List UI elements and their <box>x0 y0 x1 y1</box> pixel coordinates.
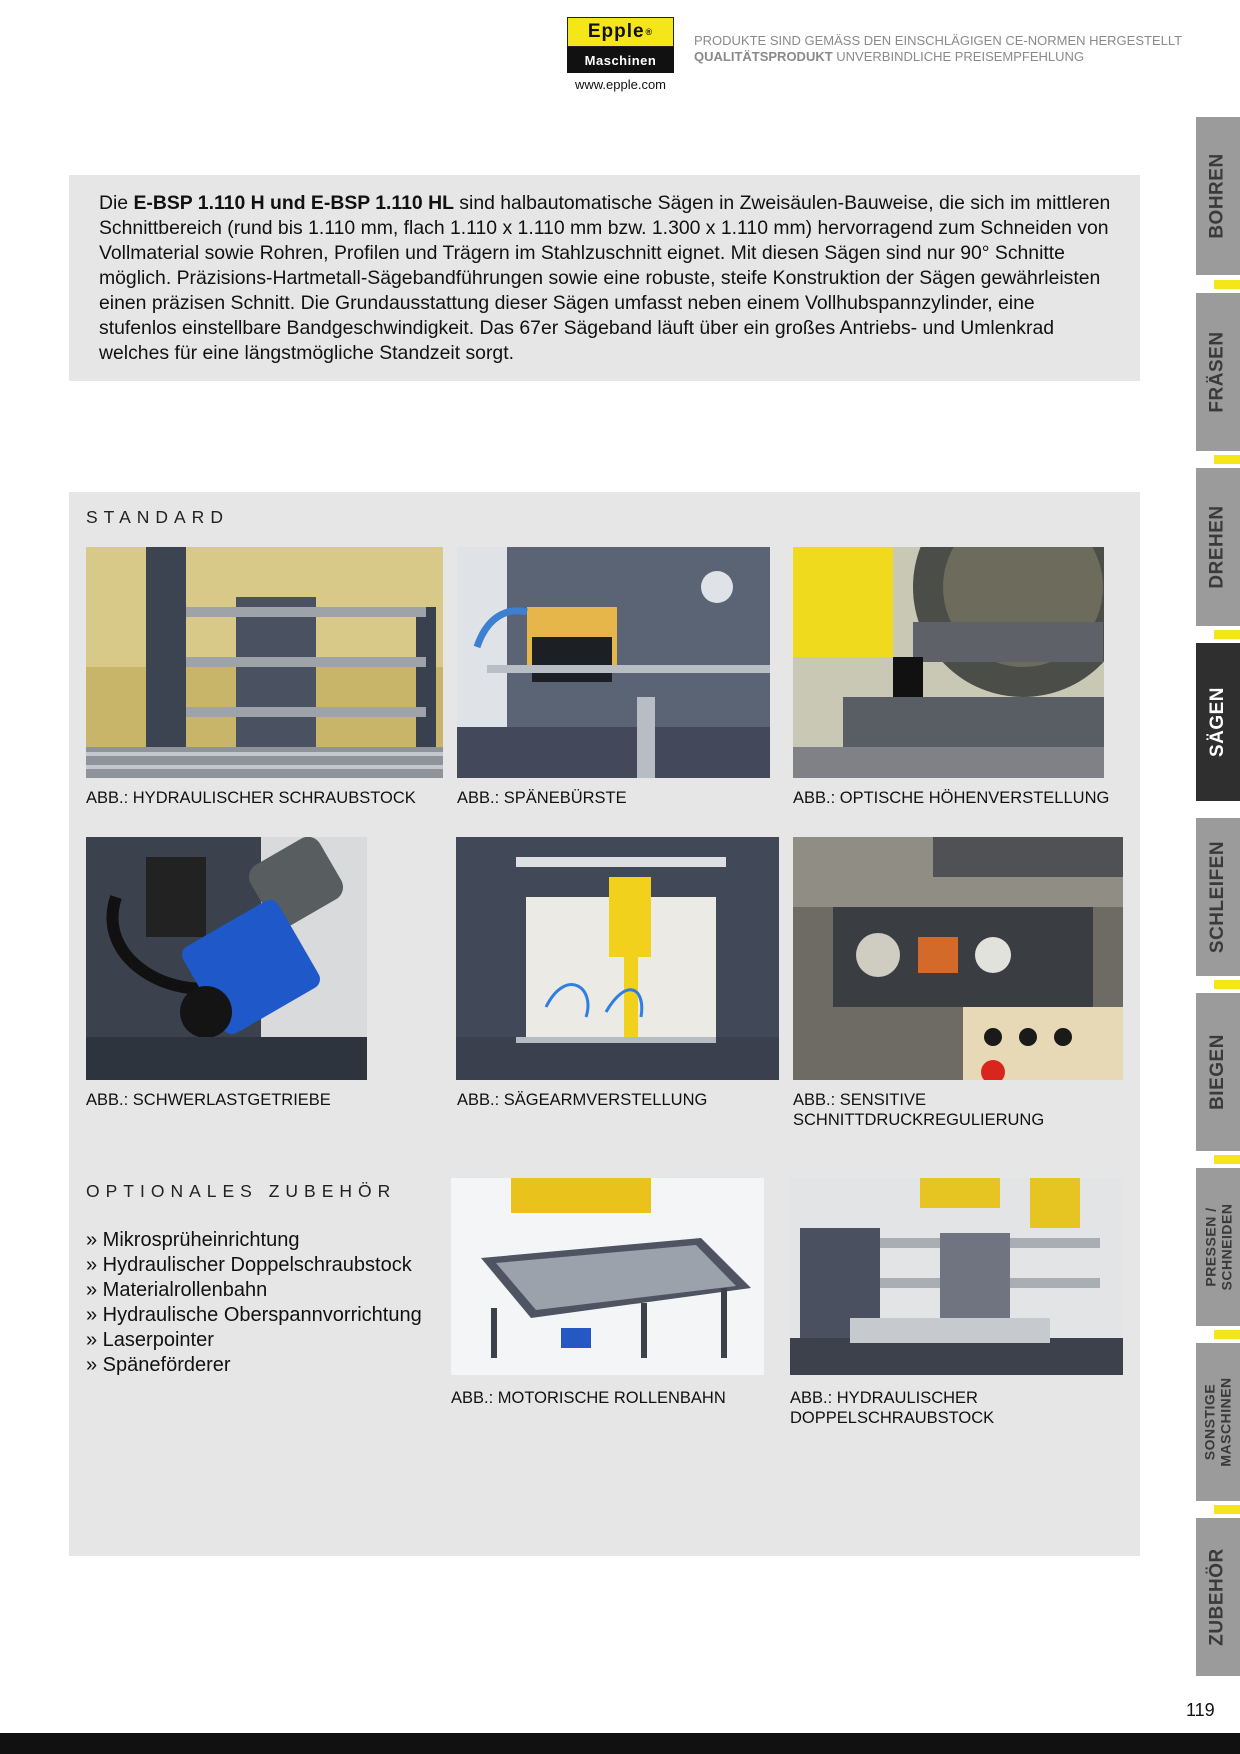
logo-brand: Epple ® <box>567 17 674 47</box>
intro-model-name: E-BSP 1.110 H und E-BSP 1.110 HL <box>133 192 454 214</box>
photo-hydraulic-double-vise <box>790 1178 1123 1375</box>
optional-title: OPTIONALES ZUBEHÖR <box>86 1181 397 1201</box>
tab-separator <box>1214 1155 1240 1164</box>
bottom-bar <box>0 1733 1240 1754</box>
list-item: » Späneförderer <box>86 1354 231 1376</box>
photo-hydraulic-vise <box>86 547 443 778</box>
tab-separator <box>1214 280 1240 289</box>
caption-double-vise: ABB.: HYDRAULISCHER DOPPELSCHRAUBSTOCK <box>790 1389 995 1427</box>
tab-bohren[interactable]: BOHREN <box>1196 117 1240 275</box>
tab-separator <box>1214 455 1240 464</box>
page-number: 119 <box>1186 1700 1215 1720</box>
logo-sub: Maschinen <box>567 47 674 73</box>
epple-logo <box>567 17 674 97</box>
photo-cutting-pressure-control <box>793 837 1123 1080</box>
header-note-line1: PRODUKTE SIND GEMÄSS DEN EINSCHLÄGIGEN CE-NORMEN HERGESTELLT <box>694 33 1183 48</box>
list-item: » Hydraulische Oberspannvorrichtung <box>86 1304 422 1326</box>
optional-accessories-list <box>86 1228 422 1378</box>
caption-optical-height: ABB.: OPTISCHE HÖHENVERSTELLUNG <box>793 789 1110 807</box>
tab-separator <box>1214 1505 1240 1514</box>
intro-text-box: Die E-BSP 1.110 H und E-BSP 1.110 HL sind halbautomatische Sägen in Zweisäulen-Bauweise, die sich im mittleren Schnittbereich (rund bis 1.110 mm, flach 1.110 x 1.110 mm bzw. 1.300 x 1.110 mm) hervorragend zum Schneiden von Vollmaterial sowie Rohren, Profilen und Trägern im Stahlzuschnitt eignet. Mit diesen Sägen sind nur 90° Schnitte möglich. Präzisions-Hartmetall-Sägebandführungen sowie eine robuste, steife Konstruktion der Sägen gewährleisten einen präzisen Schnitt. Die Grundausstattung dieser Sägen umfasst neben einem Vollhubspannzylinder, eine stufenlos einstellbare Bandgeschwindigkeit. Das 67er Sägeband läuft über ein großes Antriebs- und Umlenkrad welches für eine längstmögliche Standzeit sorgt. <box>69 175 1140 381</box>
caption-roller-conveyor: ABB.: MOTORISCHE ROLLENBAHN <box>451 1389 726 1407</box>
list-item: » Materialrollenbahn <box>86 1279 268 1301</box>
photo-chip-brush <box>457 547 770 778</box>
tab-schleifen[interactable]: SCHLEIFEN <box>1196 818 1240 976</box>
photo-motorized-roller-conveyor <box>451 1178 764 1375</box>
tab-separator <box>1214 980 1240 989</box>
caption-chip-brush: ABB.: SPÄNEBÜRSTE <box>457 789 627 807</box>
list-item: » Mikrosprüheinrichtung <box>86 1229 300 1251</box>
tab-drehen[interactable]: DREHEN <box>1196 468 1240 626</box>
caption-saw-arm: ABB.: SÄGEARMVERSTELLUNG <box>457 1091 708 1109</box>
tab-pressen-schneiden[interactable]: PRESSEN / SCHNEIDEN <box>1196 1168 1240 1326</box>
intro-description: sind halbautomatische Sägen in Zweisäulen-Bauweise, die sich im mittleren Schnittbereich (rund bis 1.110 mm, flach 1.110 x 1.110 mm bzw. 1.300 x 1.110 mm) hervorragend zum Schneiden von Vollmaterial sowie Rohren, Profilen und Trägern im Stahlzuschnitt eignet. Mit diesen Sägen sind nur 90° Schnitte möglich. Präzisions-Hartmetall-Sägebandführungen sowie eine robuste, steife Konstruktion der Sägen gewährleisten einen präzisen Schnitt. Die Grundausstattung dieser Sägen umfasst neben einem Vollhubspannzylinder, eine stufenlos einstellbare Bandgeschwindigkeit. Das 67er Sägeband läuft über ein großes Antriebs- und Umlenkrad welches für eine längstmögliche Standzeit sorgt. <box>99 192 1111 364</box>
standard-title: STANDARD <box>86 507 229 527</box>
tab-sonstige-maschinen[interactable]: SONSTIGE MASCHINEN <box>1196 1343 1240 1501</box>
header-note-line2: QUALITÄTSPRODUKT UNVERBINDLICHE PREISEMPFEHLUNG <box>694 49 1085 64</box>
tab-fraesen[interactable]: FRÄSEN <box>1196 293 1240 451</box>
list-item: » Laserpointer <box>86 1329 214 1351</box>
photo-optical-height-adjustment <box>793 547 1104 778</box>
caption-hydraulic-vise: ABB.: HYDRAULISCHER SCHRAUBSTOCK <box>86 789 416 807</box>
tab-separator <box>1214 630 1240 639</box>
tab-saegen[interactable]: SÄGEN <box>1196 643 1240 801</box>
photo-heavy-duty-gearbox <box>86 837 367 1080</box>
logo-url: www.epple.com <box>574 76 667 92</box>
tab-zubehoer[interactable]: ZUBEHÖR <box>1196 1518 1240 1676</box>
caption-cutting-pressure: ABB.: SENSITIVE SCHNITTDRUCKREGULIERUNG <box>793 1091 1045 1129</box>
caption-gearbox: ABB.: SCHWERLASTGETRIEBE <box>86 1091 331 1109</box>
tab-biegen[interactable]: BIEGEN <box>1196 993 1240 1151</box>
header-note <box>694 33 1194 65</box>
tab-separator <box>1214 1330 1240 1339</box>
list-item: » Hydraulischer Doppelschraubstock <box>86 1254 412 1276</box>
photo-saw-arm-adjustment <box>456 837 779 1080</box>
